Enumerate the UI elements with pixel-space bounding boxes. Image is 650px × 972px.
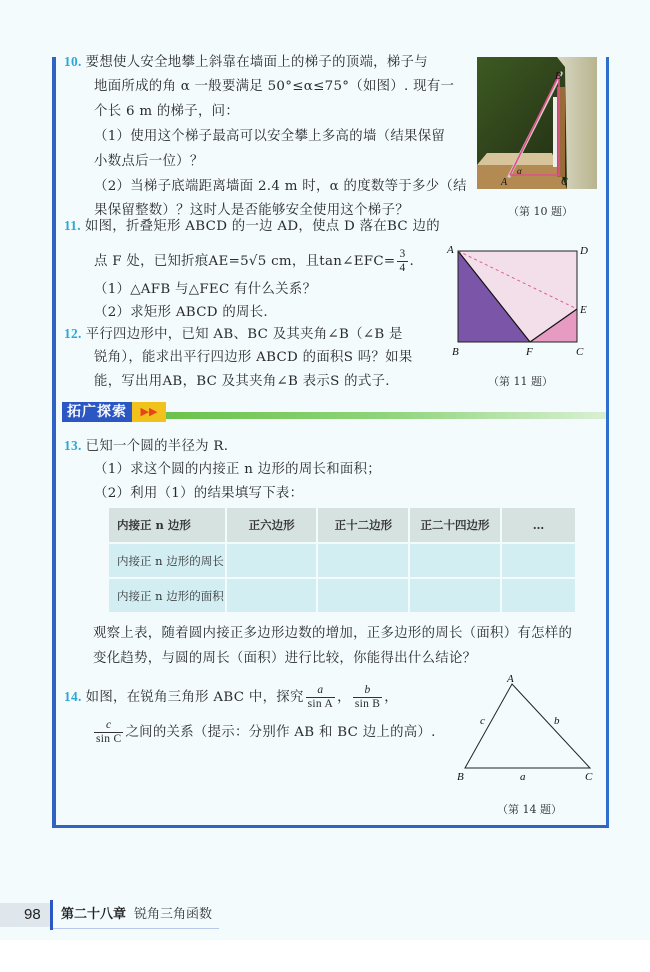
problem-12-line-1	[64, 324, 403, 345]
problem-11-text-1: 如图，折叠矩形 ABCD 的一边 AD，使点 D 落在BC 边的	[84, 219, 440, 234]
label-B: B	[555, 71, 562, 82]
table-header-row	[109, 508, 576, 543]
problem-12-text-1: 平行四边形中，已知 AB、BC 及其夹角∠B（∠B 是	[85, 327, 403, 342]
chapter-label: 第二十八章	[61, 907, 127, 922]
problem-13-after-line-1: 观察上表，随着圆内接正多边形边数的增加，正多边形的周长（面积）有怎样的	[93, 626, 573, 641]
label-side-c: c	[480, 715, 485, 727]
table-cell	[226, 578, 318, 613]
page-background-bottom	[0, 940, 650, 972]
label-A: A	[447, 244, 454, 256]
problem-12-number: 12.	[64, 326, 82, 341]
label-A: A	[507, 673, 514, 685]
table-row	[109, 543, 576, 578]
problem-11-line-1	[64, 216, 440, 237]
label-D: D	[580, 245, 588, 257]
problem-12-line-2: 锐角），能求出平行四边形 ABCD 的面积S 吗？如果	[94, 350, 413, 365]
fraction-denominator: sin A	[307, 698, 334, 710]
label-A: A	[501, 177, 508, 188]
label-C: C	[561, 177, 568, 188]
label-side-b: b	[554, 715, 560, 727]
table-cell	[317, 543, 409, 578]
figure-11-caption: （第 11 题）	[488, 375, 553, 388]
table-cell	[409, 578, 501, 613]
table-cell	[501, 578, 576, 613]
problem-10-line-6: （2）当梯子底端距离墙面 2.4 m 时，α 的度数等于多少（结	[94, 179, 467, 194]
tan-denominator: 4	[399, 262, 406, 274]
problem-14-line-1: 14. 如图，在锐角三角形 ABC 中，探究 $\frac{a}{\text{sin A}}$ ， $\frac{b}{\text{sin B}}$ ，	[64, 684, 398, 710]
figure-14-caption: （第 14 题）	[497, 803, 562, 816]
table-header-cell: 正二十四边形	[409, 508, 501, 543]
fraction-denominator: sin C	[96, 733, 122, 745]
table-header-cell: 正六边形	[226, 508, 318, 543]
problem-11-text-2: 点 F 处，已知折痕AE=5√5 cm，且tan∠EFC=	[94, 254, 396, 269]
label-F: F	[526, 346, 533, 358]
problem-10-line-3: 个长 6 m 的梯子，问：	[94, 104, 240, 119]
tan-numerator: 3	[399, 248, 406, 260]
problem-11-line-3: （1）△AFB 与△FEC 有什么关系？	[94, 282, 317, 297]
problem-13-after-line-2: 变化趋势，与圆的周长（面积）进行比较，你能得出什么结论？	[93, 651, 477, 666]
problem-10-line-1	[64, 52, 428, 73]
problem-10-line-7: 果保留整数）？这时人是否能够安全使用这个梯子？	[94, 203, 409, 218]
figure-10-caption: （第 10 题）	[508, 205, 573, 218]
fraction-a-over-sinA	[306, 684, 335, 711]
table-row-label: 内接正 n 边形的面积	[109, 578, 226, 613]
page-number: 98	[24, 906, 41, 923]
footer-underline	[53, 928, 219, 929]
problem-10-line-2: 地面所成的角 α 一般要满足 50°≤α≤75°（如图）. 现有一	[94, 79, 455, 94]
label-alpha: α	[517, 166, 522, 176]
footer-divider	[50, 900, 53, 930]
table-cell	[226, 543, 318, 578]
problem-14-text-2: 之间的关系（提示：分别作 AB 和 BC 边上的高）.	[125, 725, 436, 740]
fraction-b-over-sinB	[353, 684, 382, 711]
table-header-cell: 内接正 n 边形	[109, 508, 226, 543]
problem-12-line-3: 能，写出用AB，BC 及其夹角∠B 表示S 的式子.	[94, 374, 390, 389]
label-B: B	[457, 771, 464, 783]
folded-rectangle-figure	[445, 240, 595, 360]
table-cell	[501, 543, 576, 578]
tan-fraction	[397, 248, 407, 275]
section-title: 拓广探索	[62, 402, 132, 422]
problem-14-number: 14.	[64, 689, 82, 704]
table-header-cell: …	[501, 508, 576, 543]
problem-13-line-1	[64, 436, 228, 457]
double-arrow-icon: ▶▶	[132, 402, 166, 422]
label-C: C	[576, 346, 584, 358]
problem-13-line-2: （1）求这个圆的内接正 n 边形的周长和面积；	[94, 462, 381, 477]
problem-11-line-2: 点 F 处，已知折痕AE=5√5 cm，且tan∠EFC= $\frac{3}{4}$ .	[94, 248, 415, 274]
table-row-label: 内接正 n 边形的周长	[109, 543, 226, 578]
ladder-photo-figure	[477, 57, 597, 189]
table-cell	[317, 578, 409, 613]
fraction-c-over-sinC	[94, 719, 123, 746]
problem-10-line-4: （1）使用这个梯子最高可以安全攀上多高的墙（结果保留	[94, 129, 446, 144]
fraction-numerator: b	[353, 684, 382, 698]
problem-13-text-1: 已知一个圆的半径为 R.	[85, 439, 229, 454]
label-B: B	[452, 346, 459, 358]
section-header-extension	[62, 402, 607, 422]
polygon-table	[109, 508, 577, 614]
table-row	[109, 578, 576, 613]
label-C: C	[585, 771, 593, 783]
problem-14-line-2	[92, 718, 436, 748]
triangle-figure	[450, 672, 600, 792]
section-stripe	[166, 412, 606, 419]
fraction-numerator: c	[94, 719, 123, 733]
problem-13-line-3: （2）利用（1）的结果填写下表：	[94, 486, 304, 501]
problem-11-line-4: （2）求矩形 ABCD 的周长.	[94, 305, 268, 320]
problem-10-text-1: 要想使人安全地攀上斜靠在墙面上的梯子的顶端，梯子与	[85, 55, 428, 70]
chapter-title: 锐角三角函数	[134, 907, 213, 922]
fraction-numerator: a	[306, 684, 335, 698]
problem-10-number: 10.	[64, 54, 82, 69]
label-side-a: a	[520, 771, 526, 783]
problem-13-number: 13.	[64, 438, 82, 453]
problem-14-text-1: 如图，在锐角三角形 ABC 中，探究	[85, 690, 304, 705]
label-E: E	[580, 304, 587, 316]
fraction-denominator: sin B	[354, 698, 381, 710]
table-header-cell: 正十二边形	[317, 508, 409, 543]
table-cell	[409, 543, 501, 578]
problem-11-number: 11.	[64, 218, 81, 233]
problem-10-line-5: 小数点后一位）？	[94, 154, 204, 169]
